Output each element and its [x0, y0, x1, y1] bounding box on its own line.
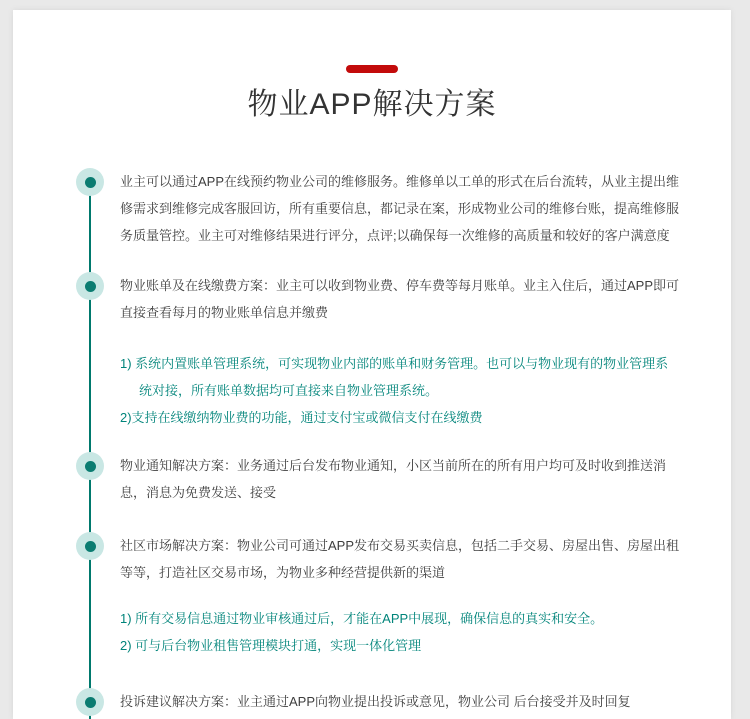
timeline-dot-inner-icon	[85, 281, 96, 292]
entry-text-repair-service: 业主可以通过APP在线预约物业公司的维修服务。维修单以工单的形式在后台流转，从业主提出维修需求到维修完成客服回访，所有重要信息，都记录在案，形成物业公司的维修台账，提高维修服务质量管控。业主可对维修结果进行评分，点评;以确保每一次维修的高质量和较好的客户满意度	[120, 174, 680, 243]
timeline-line	[89, 182, 91, 719]
timeline-dot-cell	[13, 532, 120, 586]
timeline-dot-icon	[76, 272, 104, 300]
timeline-dot-icon	[76, 532, 104, 560]
note-list-billing	[120, 350, 679, 431]
timeline-dot-cell	[13, 168, 120, 249]
timeline-dot-cell	[13, 452, 120, 506]
timeline-dot-inner-icon	[85, 461, 96, 472]
page-title: 物业APP解决方案	[247, 88, 497, 121]
note-line: 2)支持在线缴纳物业费的功能，通过支付宝或微信支付在线缴费	[120, 410, 483, 425]
page-header	[13, 65, 731, 124]
timeline-entry	[13, 452, 731, 506]
entry-text-community-market: 社区市场解决方案：物业公司可通过APP发布交易买卖信息，包括二手交易、房屋出售、房屋出租等等，打造社区交易市场，为物业多种经营提供新的渠道	[120, 538, 680, 580]
timeline-dot-cell	[13, 272, 120, 326]
timeline-dot-inner-icon	[85, 177, 96, 188]
note-line: 1) 所有交易信息通过物业审核通过后，才能在APP中展现，确保信息的真实和安全。	[120, 611, 604, 626]
timeline-dot-inner-icon	[85, 697, 96, 708]
timeline-dot-icon	[76, 452, 104, 480]
timeline-entry	[13, 168, 731, 249]
timeline-dot-icon	[76, 688, 104, 716]
entry-text-notice: 物业通知解决方案：业务通过后台发布物业通知，小区当前所在的所有用户均可及时收到推送消息，消息为免费发送、接受	[120, 458, 667, 500]
timeline-dot-cell	[13, 688, 120, 715]
timeline-entry	[13, 272, 731, 326]
title-accent-bar	[346, 65, 398, 73]
content-card	[13, 10, 731, 719]
entry-text-complaint: 投诉建议解决方案：业主通过APP向物业提出投诉或意见，物业公司 后台接受并及时回复	[120, 694, 631, 709]
note-line: 2) 可与后台物业租售管理模块打通，实现一体化管理	[120, 638, 422, 653]
entry-text-billing: 物业账单及在线缴费方案：业主可以收到物业费、停车费等每月账单。业主入住后，通过APP即可直接查看每月的物业账单信息并缴费	[120, 278, 680, 320]
note-line: 1) 系统内置账单管理系统，可实现物业内部的账单和财务管理。也可以与物业现有的物业管理系统对接，所有账单数据均可直接来自物业管理系统。	[120, 356, 669, 398]
timeline-entry	[13, 532, 731, 586]
note-list-community-market	[120, 605, 679, 659]
timeline	[13, 168, 731, 719]
timeline-dot-icon	[76, 168, 104, 196]
timeline-dot-inner-icon	[85, 541, 96, 552]
timeline-entry	[13, 688, 731, 715]
